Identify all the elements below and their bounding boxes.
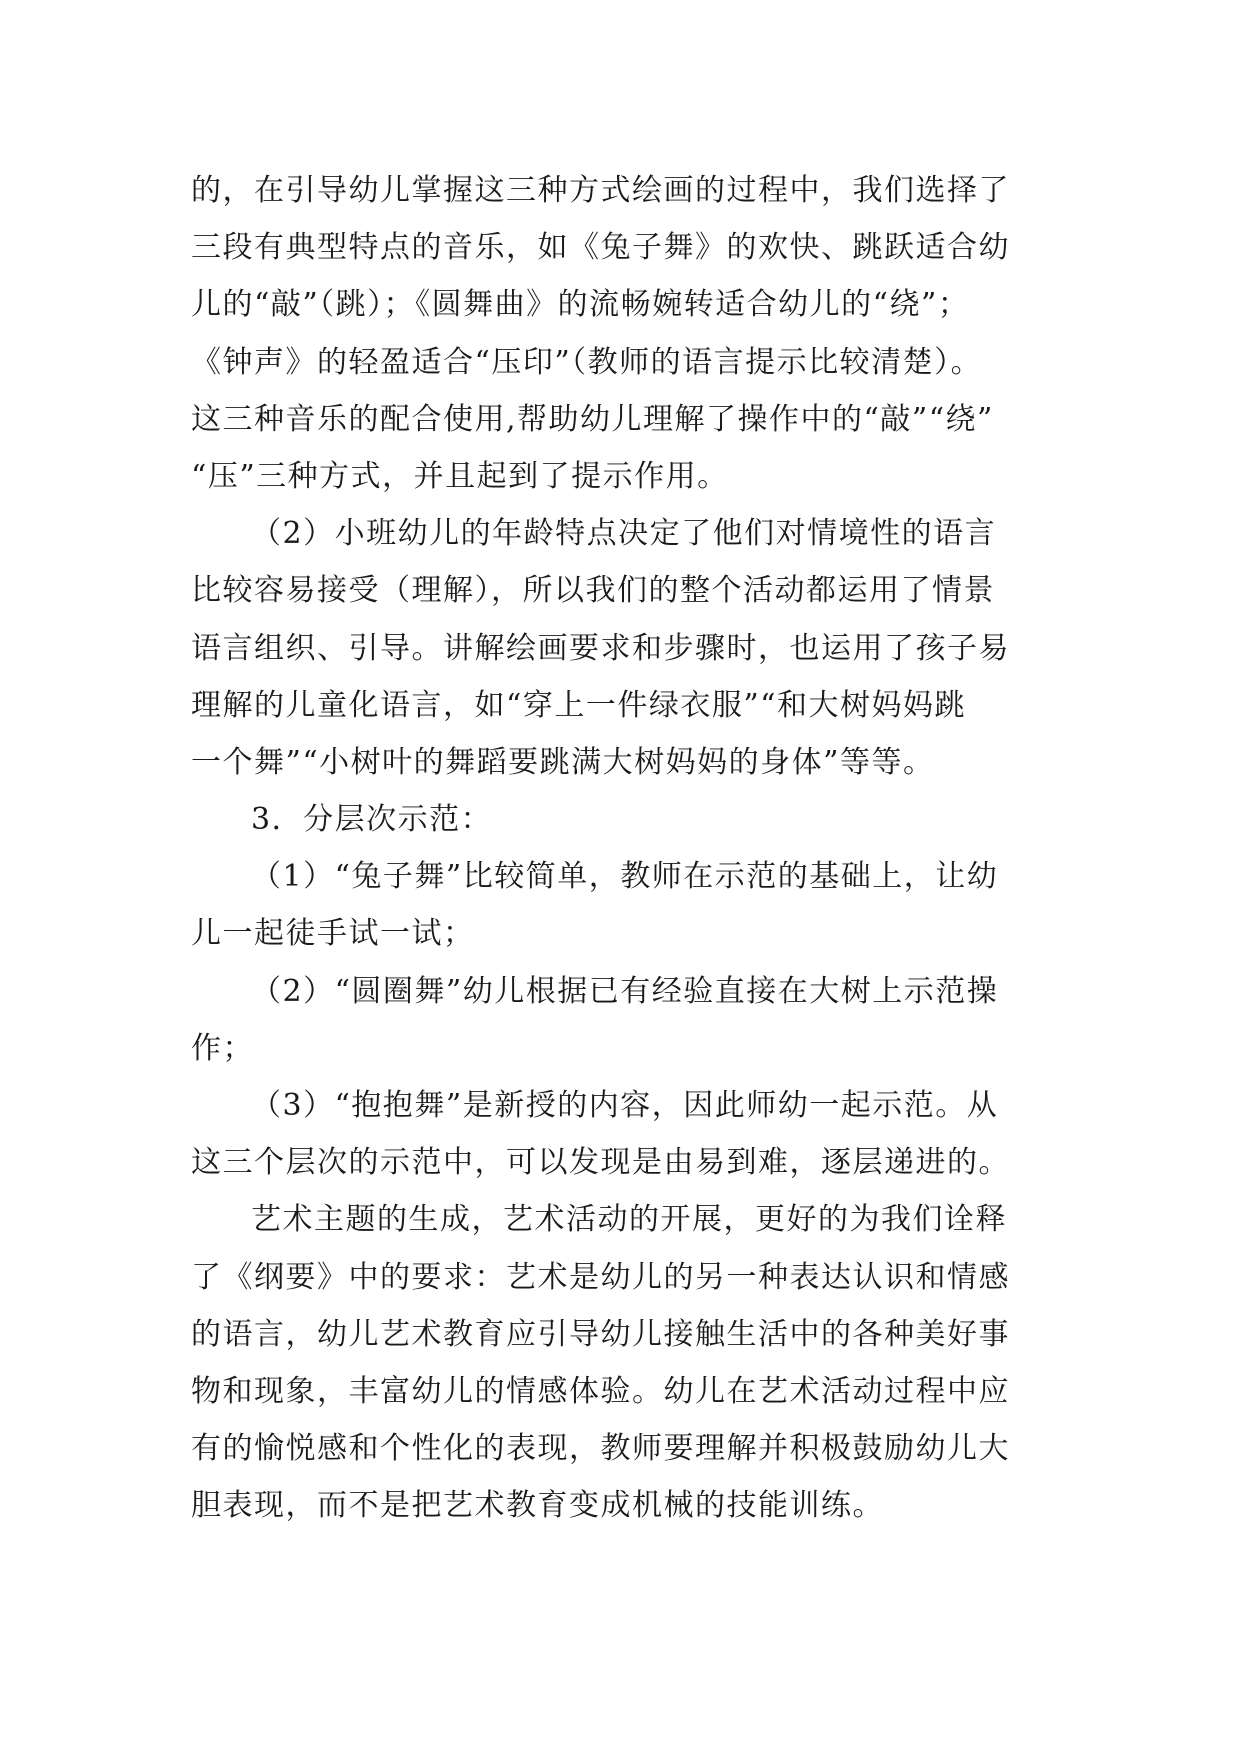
text-line: （1）“兔子舞”比较简单，教师在示范的基础上，让幼	[251, 859, 999, 895]
text-line: 艺术主题的生成，艺术活动的开展，更好的为我们诠释	[251, 1202, 1007, 1238]
text-line: 这三个层次的示范中，可以发现是由易到难，逐层递进的。	[191, 1145, 1010, 1181]
section-heading: 3．分层次示范：	[251, 802, 493, 838]
text-line: 作；	[191, 1030, 254, 1066]
text-line: 这三种音乐的配合使用,帮助幼儿理解了操作中的“敲”“绕”	[191, 401, 994, 437]
text-line: 的，在引导幼儿掌握这三种方式绘画的过程中，我们选择了	[191, 173, 1010, 208]
text-line: 了《纲要》中的要求：艺术是幼儿的另一种表达认识和情感	[191, 1259, 1010, 1295]
text-line: （2）“圆圈舞”幼儿根据已有经验直接在大树上示范操	[251, 973, 999, 1009]
text-line: 胆表现，而不是把艺术教育变成机械的技能训练。	[191, 1488, 884, 1524]
text-line: 物和现象，丰富幼儿的情感体验。幼儿在艺术活动过程中应	[191, 1373, 1010, 1409]
text-line: “压”三种方式，并且起到了提示作用。	[191, 458, 729, 494]
text-line: 儿一起徒手试一试；	[191, 916, 475, 952]
text-line: 《钟声》的轻盈适合“压印”（教师的语言提示比较清楚）。	[191, 344, 983, 380]
text-line: 理解的儿童化语言，如“穿上一件绿衣服”“和大树妈妈跳	[191, 687, 967, 723]
document-body	[191, 162, 1051, 1535]
text-line: （3）“抱抱舞”是新授的内容，因此师幼一起示范。从	[251, 1088, 999, 1123]
text-line: 比较容易接受（理解），所以我们的整个活动都运用了情景	[191, 573, 995, 609]
text-line: 儿的“敲”（跳）；《圆舞曲》的流畅婉转适合幼儿的“绕”；	[191, 287, 970, 323]
text-line: 语言组织、引导。讲解绘画要求和步骤时，也运用了孩子易	[191, 630, 1010, 666]
text-line: 一个舞”“小树叶的舞蹈要跳满大树妈妈的身体”等等。	[191, 744, 935, 780]
text-line: 的语言，幼儿艺术教育应引导幼儿接触生活中的各种美好事	[191, 1316, 1010, 1352]
text-line: 三段有典型特点的音乐，如《兔子舞》的欢快、跳跃适合幼	[191, 230, 1010, 266]
text-line: 有的愉悦感和个性化的表现，教师要理解并积极鼓励幼儿大	[191, 1431, 1010, 1467]
text-line: （2）小班幼儿的年龄特点决定了他们对情境性的语言	[251, 516, 997, 552]
